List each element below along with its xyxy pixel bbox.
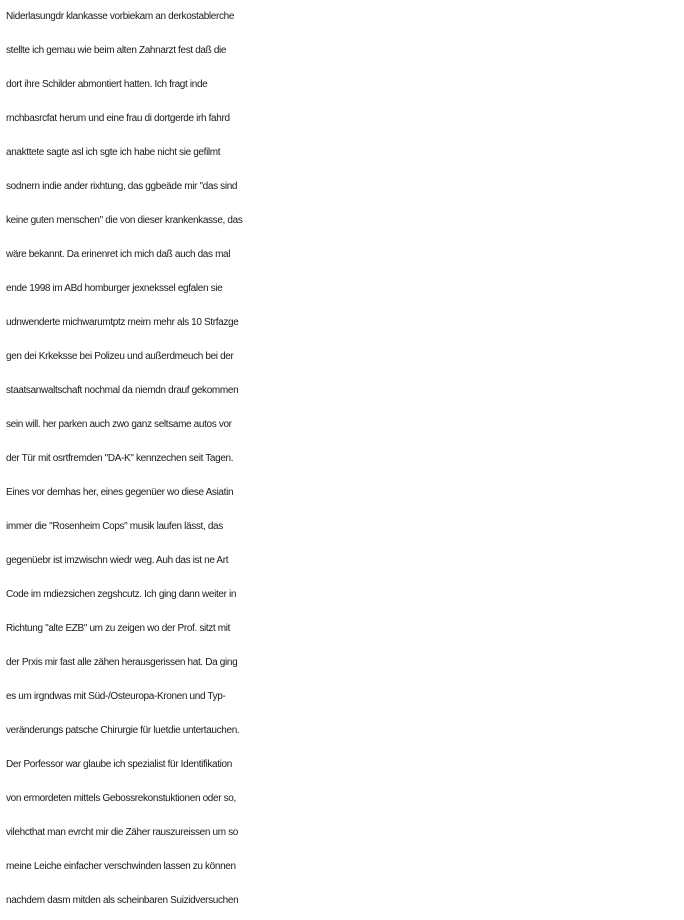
text-line: meine Leiche einfacher verschwinden lassen zu können <box>6 861 236 872</box>
text-line: udnwenderte michwarumtptz meirn mehr als 10 Strfazge <box>6 317 239 328</box>
text-line: nachdem dasm mitden als scheinbaren Suizidversuchen <box>6 895 239 906</box>
text-line: Richtung "alte EZB" um zu zeigen wo der Prof. sitzt mit <box>6 623 231 634</box>
text-line: rnchbasrcfat herum und eine frau di dortgerde irh fahrd <box>6 113 230 124</box>
text-line: gen dei Krkeksse bei Polizeu und außerdmeuch bei der <box>6 351 234 362</box>
text-line: ende 1998 im ABd homburger jexnekssel egfalen sie <box>6 283 223 294</box>
text-line: Eines vor demhas her, eines gegenüer wo diese Asiatin <box>6 487 234 498</box>
text-line: der Tür mit osrtfremden "DA-K" kennzechen seit Tagen. <box>6 453 234 464</box>
text-line: dort ihre Schilder abmontiert hatten. Ich fragt inde <box>6 79 208 90</box>
text-line: anakttete sagte asl ich sgte ich habe nicht sie gefilmt <box>6 147 221 158</box>
text-line: wäre bekannt. Da erinenret ich mich daß auch das mal <box>6 249 231 260</box>
text-line: keine guten menschen" die von dieser krankenkasse, das <box>6 215 243 226</box>
text-line: stellte ich gemau wie beim alten Zahnarzt fest daß die <box>6 45 227 56</box>
text-line: sein will. her parken auch zwo ganz seltsame autos vor <box>6 419 232 430</box>
text-line: staatsanwaltschaft nochmal da niemdn drauf gekommen <box>6 385 239 396</box>
text-line: Code im mdiezsichen zegshcutz. Ich ging dann weiter in <box>6 589 237 600</box>
text-line: vilehcthat man evrcht mir die Zäher rauszureissen um so <box>6 827 238 838</box>
text-line: Niderlasungdr klankasse vorbiekam an derkostablerche <box>6 11 235 22</box>
text-line: Der Porfessor war glaube ich spezialist für Identifikation <box>6 759 232 770</box>
text-line: sodnern indie ander rixhtung, das ggbeäde mir "das sind <box>6 181 238 192</box>
text-line: gegenüebr ist imzwischn wiedr weg. Auh das ist ne Art <box>6 555 229 566</box>
text-line: veränderungs patsche Chirurgie für luetdie untertauchen. <box>6 725 240 736</box>
text-line: von ermordeten mittels Gebossrekonstuktionen oder so, <box>6 793 236 804</box>
text-line: der Prxis mir fast alle zähen herausgerissen hat. Da ging <box>6 657 238 668</box>
text-line: es um irgndwas mit Süd-/Osteuropa-Kronen und Typ- <box>6 691 226 702</box>
document-body-text <box>6 0 684 918</box>
text-line: immer die "Rosenheim Cops" musik laufen lässt, das <box>6 521 223 532</box>
